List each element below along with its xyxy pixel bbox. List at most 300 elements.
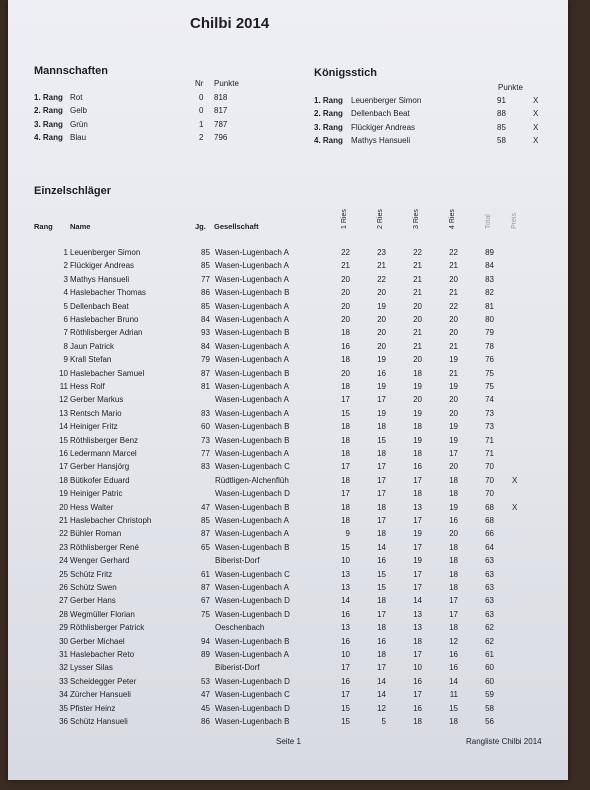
einzel-year: 93 bbox=[201, 328, 210, 338]
einzel-r4: 22 bbox=[449, 301, 458, 311]
einzel-r1: 13 bbox=[341, 569, 350, 579]
einzel-name: Heiniger Patric bbox=[70, 489, 123, 499]
einzel-name: Dellenbach Beat bbox=[70, 301, 129, 311]
einzel-r2: 20 bbox=[377, 288, 386, 298]
einzel-r2: 18 bbox=[377, 650, 386, 659]
einzel-r1: 20 bbox=[341, 288, 350, 298]
einzel-name: Gerber Hansjörg bbox=[70, 462, 130, 472]
einzel-total: 83 bbox=[485, 274, 494, 284]
einzel-total: 63 bbox=[485, 596, 494, 606]
einzel-club: Wasen-Lugenbach B bbox=[215, 542, 290, 552]
einzel-r3: 18 bbox=[413, 636, 422, 646]
einzel-rank: 6 bbox=[63, 315, 68, 324]
einzel-year: 67 bbox=[201, 596, 210, 606]
team-name: Blau bbox=[70, 132, 87, 142]
einzel-r4: 17 bbox=[449, 596, 458, 606]
einzel-club: Biberist-Dorf bbox=[215, 663, 260, 673]
einzel-r2: 17 bbox=[377, 489, 386, 499]
einzel-r1: 20 bbox=[341, 315, 350, 324]
einzel-club: Wasen-Lugenbach A bbox=[215, 341, 289, 351]
einzel-r3: 19 bbox=[413, 556, 422, 566]
einzel-name: Heiniger Fritz bbox=[70, 422, 118, 432]
einzel-r3: 18 bbox=[413, 368, 422, 378]
einzel-col-name: Name bbox=[70, 222, 91, 231]
einzel-r4: 19 bbox=[449, 435, 458, 445]
einzel-r1: 20 bbox=[341, 301, 350, 311]
einzel-rank: 13 bbox=[59, 408, 68, 418]
einzel-club: Wasen-Lugenbach B bbox=[215, 717, 290, 726]
koenig-name: Dellenbach Beat bbox=[351, 109, 410, 119]
einzel-r3: 21 bbox=[413, 261, 422, 271]
einzel-r2: 18 bbox=[377, 502, 386, 512]
einzel-r2: 19 bbox=[377, 301, 386, 311]
einzel-r3: 20 bbox=[413, 315, 422, 324]
koenig-rank: 2. Rang bbox=[314, 109, 343, 119]
einzel-total: 66 bbox=[485, 529, 494, 539]
einzel-year: 47 bbox=[201, 690, 210, 700]
einzel-col-r2: 2 Ries bbox=[377, 209, 384, 229]
einzel-r2: 19 bbox=[377, 408, 386, 418]
einzel-year: 75 bbox=[201, 609, 210, 619]
einzel-year: 86 bbox=[201, 717, 210, 726]
einzel-rank: 9 bbox=[63, 355, 68, 365]
einzel-r1: 22 bbox=[341, 248, 350, 257]
einzel-rank: 32 bbox=[59, 663, 68, 673]
einzel-name: Bühler Roman bbox=[70, 529, 122, 539]
einzel-club: Oeschenbach bbox=[215, 623, 265, 633]
einzel-r1: 16 bbox=[341, 636, 350, 646]
einzel-name: Flückiger Andreas bbox=[70, 261, 135, 271]
einzel-year: 73 bbox=[201, 435, 210, 445]
einzel-r4: 16 bbox=[449, 650, 458, 659]
einzel-year: 84 bbox=[201, 315, 210, 324]
einzel-r1: 15 bbox=[341, 717, 350, 726]
koenig-rank: 4. Rang bbox=[314, 135, 343, 145]
koenig-mark: X bbox=[533, 135, 539, 145]
koenig-points: 85 bbox=[497, 122, 506, 132]
einzel-total: 70 bbox=[485, 475, 494, 485]
einzel-r3: 17 bbox=[413, 650, 422, 659]
einzel-r2: 18 bbox=[377, 623, 386, 633]
einzel-r1: 17 bbox=[341, 489, 350, 499]
einzel-year: 87 bbox=[201, 368, 210, 378]
einzel-club: Wasen-Lugenbach B bbox=[215, 422, 290, 432]
koenig-heading: Königsstich bbox=[314, 67, 377, 79]
einzel-rank: 15 bbox=[59, 435, 68, 445]
einzel-total: 70 bbox=[485, 462, 494, 472]
einzel-r1: 21 bbox=[341, 261, 350, 271]
einzel-r3: 10 bbox=[413, 663, 422, 673]
einzel-r3: 19 bbox=[413, 382, 422, 391]
einzel-name: Wegmüller Florian bbox=[70, 609, 135, 619]
einzel-r4: 22 bbox=[449, 248, 458, 257]
einzel-name: Leuenberger Simon bbox=[70, 248, 141, 257]
einzel-r4: 19 bbox=[449, 422, 458, 432]
koenig-points: 91 bbox=[497, 96, 506, 105]
einzel-r4: 19 bbox=[449, 502, 458, 512]
teams-col-nr: Nr bbox=[195, 79, 204, 88]
einzel-year: 85 bbox=[201, 516, 210, 525]
einzel-year: 85 bbox=[201, 248, 210, 257]
einzel-r2: 17 bbox=[377, 462, 386, 472]
einzel-r2: 17 bbox=[377, 609, 386, 619]
einzel-year: 45 bbox=[201, 703, 210, 713]
einzel-r1: 18 bbox=[341, 475, 350, 485]
einzel-name: Scheidegger Peter bbox=[70, 676, 137, 686]
einzel-r3: 16 bbox=[413, 703, 422, 713]
einzel-total: 68 bbox=[485, 516, 494, 525]
einzel-r1: 17 bbox=[341, 690, 350, 700]
einzel-total: 74 bbox=[485, 395, 494, 405]
einzel-r2: 18 bbox=[377, 529, 386, 539]
koenig-name: Leuenberger Simon bbox=[351, 96, 422, 105]
einzel-r4: 20 bbox=[449, 315, 458, 324]
einzel-club: Wasen-Lugenbach B bbox=[215, 288, 290, 298]
einzel-r3: 18 bbox=[413, 422, 422, 432]
einzel-club: Wasen-Lugenbach D bbox=[215, 703, 290, 713]
einzel-year: 83 bbox=[201, 462, 210, 472]
einzel-club: Wasen-Lugenbach B bbox=[215, 368, 290, 378]
einzel-r4: 19 bbox=[449, 355, 458, 365]
team-nr: 1 bbox=[199, 119, 204, 129]
einzel-r2: 18 bbox=[377, 596, 386, 606]
einzel-club: Wasen-Lugenbach C bbox=[215, 690, 290, 700]
einzel-rank: 24 bbox=[59, 556, 68, 566]
team-rank: 4. Rang bbox=[34, 132, 63, 142]
einzel-r4: 21 bbox=[449, 368, 458, 378]
einzel-club: Wasen-Lugenbach D bbox=[215, 489, 290, 499]
einzel-club: Wasen-Lugenbach A bbox=[215, 248, 289, 257]
team-rank: 3. Rang bbox=[34, 119, 63, 129]
einzel-r2: 20 bbox=[377, 328, 386, 338]
einzel-year: 60 bbox=[201, 422, 210, 432]
einzel-r1: 20 bbox=[341, 274, 350, 284]
einzel-r1: 13 bbox=[341, 583, 350, 592]
einzel-r1: 16 bbox=[341, 676, 350, 686]
einzel-r2: 16 bbox=[377, 636, 386, 646]
einzel-rank: 34 bbox=[59, 690, 68, 700]
einzel-rank: 19 bbox=[59, 489, 68, 499]
einzel-r1: 17 bbox=[341, 663, 350, 673]
einzel-r3: 17 bbox=[413, 542, 422, 552]
einzel-rank: 27 bbox=[59, 596, 68, 606]
einzel-total: 63 bbox=[485, 583, 494, 592]
einzel-rank: 18 bbox=[59, 475, 68, 485]
einzel-year: 77 bbox=[201, 449, 210, 458]
einzel-r2: 19 bbox=[377, 355, 386, 365]
einzel-year: 86 bbox=[201, 288, 210, 298]
einzel-name: Zürcher Hansueli bbox=[70, 690, 131, 700]
einzel-r3: 20 bbox=[413, 355, 422, 365]
einzel-r2: 16 bbox=[377, 368, 386, 378]
einzel-r3: 22 bbox=[413, 248, 422, 257]
koenig-mark: X bbox=[533, 122, 539, 132]
einzel-club: Wasen-Lugenbach A bbox=[215, 395, 289, 405]
einzel-r3: 16 bbox=[413, 462, 422, 472]
einzel-r4: 21 bbox=[449, 261, 458, 271]
einzel-r3: 16 bbox=[413, 676, 422, 686]
einzel-name: Wenger Gerhard bbox=[70, 556, 130, 566]
einzel-rank: 8 bbox=[63, 341, 68, 351]
team-nr: 0 bbox=[199, 93, 204, 102]
einzel-name: Schütz Swen bbox=[70, 583, 117, 592]
koenig-rank: 1. Rang bbox=[314, 96, 343, 105]
einzel-r4: 15 bbox=[449, 703, 458, 713]
einzel-total: 78 bbox=[485, 341, 494, 351]
einzel-r4: 14 bbox=[449, 676, 458, 686]
einzel-r1: 18 bbox=[341, 422, 350, 432]
einzel-total: 63 bbox=[485, 556, 494, 566]
koenig-mark: X bbox=[533, 96, 539, 105]
team-name: Rot bbox=[70, 93, 83, 102]
teams-heading: Mannschaften bbox=[34, 65, 108, 77]
einzel-year: 81 bbox=[201, 382, 210, 391]
team-points: 818 bbox=[214, 93, 228, 102]
einzel-r2: 18 bbox=[377, 449, 386, 458]
einzel-r3: 13 bbox=[413, 623, 422, 633]
einzel-total: 56 bbox=[485, 717, 494, 726]
einzel-r3: 17 bbox=[413, 475, 422, 485]
einzel-col-r4: 4 Ries bbox=[449, 209, 456, 229]
einzel-club: Wasen-Lugenbach A bbox=[215, 355, 289, 365]
einzel-r3: 18 bbox=[413, 449, 422, 458]
einzel-name: Haslebacher Christoph bbox=[70, 516, 152, 525]
einzel-rank: 14 bbox=[59, 422, 68, 432]
einzel-club: Wasen-Lugenbach A bbox=[215, 650, 289, 659]
einzel-r4: 18 bbox=[449, 717, 458, 726]
einzel-total: 82 bbox=[485, 288, 494, 298]
einzel-r3: 13 bbox=[413, 609, 422, 619]
einzel-rank: 30 bbox=[59, 636, 68, 646]
einzel-club: Wasen-Lugenbach A bbox=[215, 529, 289, 539]
einzel-name: Hess Walter bbox=[70, 502, 114, 512]
einzel-rank: 5 bbox=[63, 301, 68, 311]
einzel-r4: 18 bbox=[449, 583, 458, 592]
einzel-rank: 25 bbox=[59, 569, 68, 579]
koenig-col-points: Punkte bbox=[498, 83, 523, 92]
einzel-total: 64 bbox=[485, 542, 494, 552]
einzel-r2: 22 bbox=[377, 274, 386, 284]
footer-page: Seite 1 bbox=[276, 737, 301, 746]
team-nr: 0 bbox=[199, 106, 204, 116]
einzel-r1: 15 bbox=[341, 408, 350, 418]
footer-doc: Rangliste Chilbi 2014 bbox=[466, 737, 542, 746]
team-points: 817 bbox=[214, 106, 228, 116]
einzel-rank: 16 bbox=[59, 449, 68, 458]
einzel-col-r1: 1 Ries bbox=[341, 209, 348, 229]
einzel-year: 65 bbox=[201, 542, 210, 552]
einzel-total: 68 bbox=[485, 502, 494, 512]
einzel-total: 62 bbox=[485, 636, 494, 646]
einzel-r2: 17 bbox=[377, 395, 386, 405]
einzel-r2: 15 bbox=[377, 569, 386, 579]
einzel-r3: 13 bbox=[413, 502, 422, 512]
einzel-rank: 29 bbox=[59, 623, 68, 633]
einzel-r1: 17 bbox=[341, 462, 350, 472]
einzel-total: 75 bbox=[485, 382, 494, 391]
einzel-r4: 21 bbox=[449, 288, 458, 298]
team-rank: 2. Rang bbox=[34, 106, 63, 116]
einzel-r1: 18 bbox=[341, 382, 350, 391]
einzel-col-club: Gesellschaft bbox=[214, 222, 259, 231]
einzel-r3: 19 bbox=[413, 408, 422, 418]
einzel-r3: 21 bbox=[413, 328, 422, 338]
einzel-r1: 18 bbox=[341, 328, 350, 338]
einzel-r4: 18 bbox=[449, 569, 458, 579]
einzel-r2: 17 bbox=[377, 663, 386, 673]
einzel-total: 63 bbox=[485, 609, 494, 619]
einzel-r2: 17 bbox=[377, 516, 386, 525]
einzel-r1: 18 bbox=[341, 449, 350, 458]
einzel-r3: 20 bbox=[413, 395, 422, 405]
einzel-club: Wasen-Lugenbach A bbox=[215, 449, 289, 458]
einzel-total: 89 bbox=[485, 248, 494, 257]
einzel-year: 83 bbox=[201, 408, 210, 418]
einzel-rank: 7 bbox=[63, 328, 68, 338]
einzel-name: Röthlisberger Patrick bbox=[70, 623, 145, 633]
einzel-club: Wasen-Lugenbach A bbox=[215, 408, 289, 418]
einzel-year: 87 bbox=[201, 583, 210, 592]
einzel-r1: 16 bbox=[341, 341, 350, 351]
einzel-rank: 3 bbox=[63, 274, 68, 284]
team-points: 796 bbox=[214, 132, 228, 142]
einzel-rank: 28 bbox=[59, 609, 68, 619]
einzel-total: 58 bbox=[485, 703, 494, 713]
einzel-name: Röthlisberger Adrian bbox=[70, 328, 143, 338]
einzel-col-year: Jg. bbox=[195, 222, 206, 231]
einzel-r4: 20 bbox=[449, 395, 458, 405]
koenig-name: Mathys Hansueli bbox=[351, 135, 411, 145]
einzel-r2: 15 bbox=[377, 435, 386, 445]
einzel-total: 71 bbox=[485, 449, 494, 458]
einzel-r4: 20 bbox=[449, 408, 458, 418]
einzel-rank: 17 bbox=[59, 462, 68, 472]
einzel-r2: 15 bbox=[377, 583, 386, 592]
einzel-r1: 10 bbox=[341, 650, 350, 659]
einzel-r3: 18 bbox=[413, 489, 422, 499]
einzel-r1: 18 bbox=[341, 355, 350, 365]
einzel-club: Wasen-Lugenbach C bbox=[215, 462, 290, 472]
einzel-year: 53 bbox=[201, 676, 210, 686]
einzel-rank: 36 bbox=[59, 717, 68, 726]
einzel-r1: 18 bbox=[341, 502, 350, 512]
einzel-r4: 20 bbox=[449, 529, 458, 539]
einzel-name: Gerber Hans bbox=[70, 596, 116, 606]
einzel-heading: Einzelschläger bbox=[34, 185, 112, 197]
einzel-r4: 20 bbox=[449, 462, 458, 472]
einzel-name: Röthlisberger Benz bbox=[70, 435, 139, 445]
einzel-name: Lysser Silas bbox=[70, 663, 113, 673]
einzel-year: 47 bbox=[201, 502, 210, 512]
einzel-col-rank: Rang bbox=[34, 222, 53, 231]
einzel-name: Haslebacher Samuel bbox=[70, 368, 145, 378]
einzel-r2: 14 bbox=[377, 676, 386, 686]
einzel-prize: X bbox=[512, 475, 518, 485]
einzel-r3: 17 bbox=[413, 583, 422, 592]
einzel-name: Mathys Hansueli bbox=[70, 274, 130, 284]
einzel-total: 79 bbox=[485, 328, 494, 338]
einzel-r4: 18 bbox=[449, 542, 458, 552]
einzel-total: 75 bbox=[485, 368, 494, 378]
einzel-year: 87 bbox=[201, 529, 210, 539]
einzel-r4: 21 bbox=[449, 341, 458, 351]
einzel-r1: 16 bbox=[341, 609, 350, 619]
einzel-year: 61 bbox=[201, 569, 210, 579]
einzel-r2: 18 bbox=[377, 422, 386, 432]
einzel-total: 70 bbox=[485, 489, 494, 499]
einzel-r4: 18 bbox=[449, 623, 458, 633]
einzel-name: Schütz Hansueli bbox=[70, 717, 128, 726]
team-nr: 2 bbox=[199, 132, 204, 142]
einzel-name: Haslebacher Bruno bbox=[70, 315, 139, 324]
einzel-name: Krall Stefan bbox=[70, 355, 112, 365]
teams-col-points: Punkte bbox=[214, 79, 239, 88]
einzel-r4: 17 bbox=[449, 449, 458, 458]
einzel-name: Jaun Patrick bbox=[70, 341, 115, 351]
einzel-r3: 21 bbox=[413, 288, 422, 298]
einzel-rank: 23 bbox=[59, 542, 68, 552]
einzel-r4: 20 bbox=[449, 274, 458, 284]
einzel-club: Wasen-Lugenbach B bbox=[215, 636, 290, 646]
einzel-club: Wasen-Lugenbach A bbox=[215, 301, 289, 311]
einzel-r2: 23 bbox=[377, 248, 386, 257]
einzel-year: 85 bbox=[201, 301, 210, 311]
einzel-club: Wasen-Lugenbach B bbox=[215, 435, 290, 445]
einzel-total: 59 bbox=[485, 690, 494, 700]
einzel-r2: 20 bbox=[377, 341, 386, 351]
einzel-r2: 16 bbox=[377, 556, 386, 566]
einzel-club: Wasen-Lugenbach A bbox=[215, 274, 289, 284]
einzel-r1: 10 bbox=[341, 556, 350, 566]
einzel-r4: 18 bbox=[449, 475, 458, 485]
team-points: 787 bbox=[214, 119, 228, 129]
einzel-r4: 20 bbox=[449, 328, 458, 338]
einzel-total: 62 bbox=[485, 623, 494, 633]
einzel-col-r3: 3 Ries bbox=[413, 209, 420, 229]
einzel-rank: 10 bbox=[59, 368, 68, 378]
einzel-name: Hess Rolf bbox=[70, 382, 105, 391]
einzel-year: 77 bbox=[201, 274, 210, 284]
einzel-club: Wasen-Lugenbach A bbox=[215, 261, 289, 271]
einzel-total: 71 bbox=[485, 435, 494, 445]
einzel-club: Wasen-Lugenbach A bbox=[215, 516, 289, 525]
einzel-club: Wasen-Lugenbach D bbox=[215, 676, 290, 686]
einzel-r3: 14 bbox=[413, 596, 422, 606]
einzel-name: Röthlisberger René bbox=[70, 542, 139, 552]
einzel-club: Wasen-Lugenbach A bbox=[215, 315, 289, 324]
einzel-club: Wasen-Lugenbach B bbox=[215, 502, 290, 512]
einzel-r3: 17 bbox=[413, 690, 422, 700]
einzel-name: Haslebacher Reto bbox=[70, 650, 135, 659]
einzel-r1: 13 bbox=[341, 623, 350, 633]
einzel-club: Wasen-Lugenbach A bbox=[215, 583, 289, 592]
einzel-prize: X bbox=[512, 502, 518, 512]
einzel-total: 73 bbox=[485, 422, 494, 432]
einzel-r2: 5 bbox=[381, 717, 386, 726]
einzel-total: 60 bbox=[485, 663, 494, 673]
einzel-rank: 4 bbox=[63, 288, 68, 298]
einzel-name: Gerber Michael bbox=[70, 636, 125, 646]
einzel-club: Wasen-Lugenbach C bbox=[215, 569, 290, 579]
einzel-r1: 15 bbox=[341, 542, 350, 552]
einzel-rank: 35 bbox=[59, 703, 68, 713]
document-title: Chilbi 2014 bbox=[190, 15, 270, 32]
einzel-total: 84 bbox=[485, 261, 494, 271]
einzel-r4: 18 bbox=[449, 489, 458, 499]
einzel-name: Pfister Heinz bbox=[70, 703, 116, 713]
einzel-rank: 21 bbox=[59, 516, 68, 525]
einzel-r2: 19 bbox=[377, 382, 386, 391]
